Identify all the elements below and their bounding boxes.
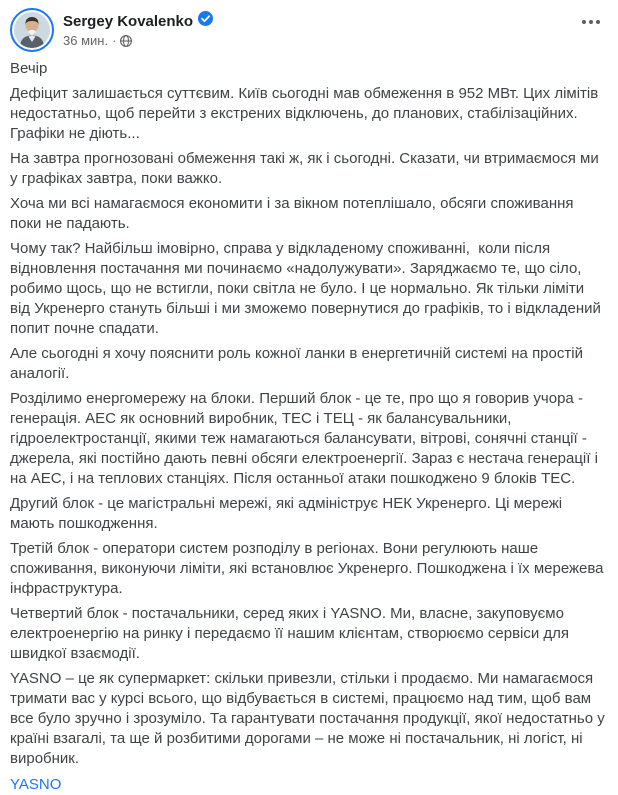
verified-badge-icon (198, 11, 213, 32)
post-paragraph: Другий блок - це магістральні мережі, які адмініструє НЕК Укренерго. Ці мережі мають пошкодження. (10, 495, 567, 532)
post-body (0, 52, 618, 769)
post-paragraph: Дефіцит залишається суттєвим. Київ сьогодні мав обмеження в 952 МВт. Цих лімітів недостатньо, щоб перейти з екстрених відключень, до планових, стабілізаційних. Графіки не діють... (10, 85, 603, 142)
more-options-icon (582, 20, 586, 24)
author-name[interactable]: Sergey Kovalenko (63, 12, 194, 30)
post-timestamp[interactable]: 36 мин. (63, 33, 109, 48)
dot-separator: · (112, 33, 117, 48)
time-row (63, 32, 213, 49)
avatar[interactable] (10, 8, 54, 52)
post-paragraph: Розділимо енергомережу на блоки. Перший блок - це те, про що я говорив учора - генерація. АЕС як основний виробник, ТЕС і ТЕЦ - як балансувальники, гідроелектростанції, якими теж намагаються балансувати, вітрові, сонячні станції - джерела, які постійно дають певні обсяги електроенергії. Зараз є нестача генерації і на АЕС, і на теплових станціях. Після останньої атаки пошкоджено 9 блоків ТЕС. (10, 390, 603, 487)
yasno-link[interactable]: YASNO (10, 776, 62, 793)
post-paragraph: Третій блок - оператори систем розподілу в регіонах. Вони регулюють наше споживання, виконуючи ліміти, які встановлює Укренерго. Пошкоджена і їх мережева інфраструктура. (10, 540, 608, 597)
profile-photo-image (14, 12, 50, 48)
name-row (63, 11, 213, 32)
post-header (0, 0, 618, 52)
post-paragraph: На завтра прогнозовані обмеження такі ж, як і сьогодні. Сказати, чи втримаємося ми у графіках завтра, поки важко. (10, 150, 603, 187)
header-meta (63, 11, 213, 49)
post-paragraph: Але сьогодні я хочу пояснити роль кожної ланки в енергетичній системі на простій аналогії. (10, 345, 588, 382)
post-paragraph: Вечір (10, 60, 48, 77)
post-paragraph: Четвертий блок - постачальники, серед яких і YASNO. Ми, власне, закуповуємо електроенергію на ринку і передаємо її нашим клієнтам, створюємо сервіси для швидкої взаємодії. (10, 605, 574, 662)
post-paragraph: Чому так? Найбільш імовірно, справа у відкладеному споживанні, коли після відновлення постачання ми починаємо «надолужувати». Заряджаємо те, що сіло, робимо щось, що не встигли, поки світла не було. І це нормально. Як тільки ліміти від Укренерго стануть більші і ми зможемо повернутися до графіків, то і відкладений попит почне спадати. (10, 240, 606, 337)
post-paragraph: YASNO – це як супермаркет: скільки привезли, стільки і продаємо. Ми намагаємося тримати вас у курсі всього, що відбувається в системі, працюємо над тим, щоб вам все було зручно і зрозуміло. Та гарантувати постачання продукції, якої недостатньо у країні взагалі, та ще й розбитими дорогами – не може ні постачальник, ні логіст, ні виробник. (10, 670, 609, 767)
globe-icon (120, 35, 132, 47)
more-options-button[interactable] (580, 14, 602, 30)
post-paragraph: Хоча ми всі намагаємося економити і за вікном потеплішало, обсяги споживання поки не падають. (10, 195, 578, 232)
